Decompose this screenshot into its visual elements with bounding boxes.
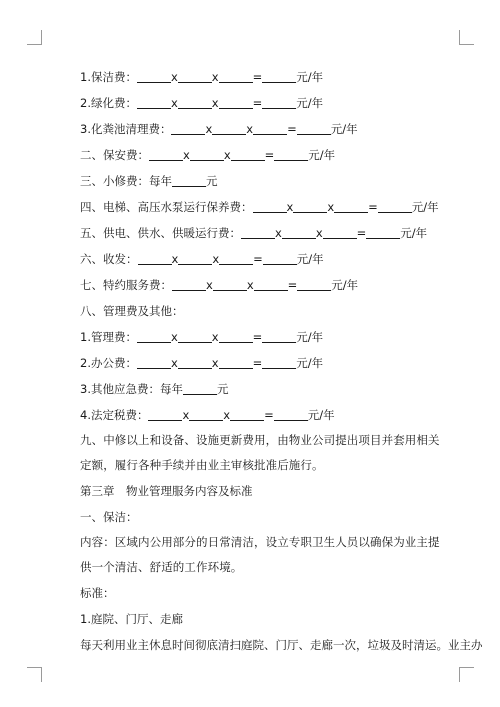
unit: 元/年: [296, 330, 324, 344]
times-sign: x: [211, 70, 219, 84]
times-sign: x: [286, 200, 294, 214]
fee-line-management: [80, 324, 442, 350]
fee-label: 七、特约服务费：: [80, 278, 172, 292]
blank: [219, 329, 253, 343]
blank: [172, 277, 206, 291]
blank: [378, 199, 412, 213]
blank: [219, 251, 253, 265]
times-sign: x: [246, 278, 254, 292]
fee-line-office: [80, 350, 442, 376]
fee-line-utilities: [80, 220, 442, 246]
blank: [137, 355, 171, 369]
blank: [189, 407, 223, 421]
equals-sign: =: [253, 252, 263, 266]
blank: [274, 147, 308, 161]
blank: [178, 355, 212, 369]
fee-line-tax: [80, 402, 442, 428]
fee-label: 1.管理费：: [80, 330, 137, 344]
item1-paragraph: 每天利用业主休息时间彻底清扫庭院、门厅、走廊一次，垃圾及时清运。业主办: [80, 638, 483, 652]
blank: [137, 95, 171, 109]
equals-sign: =: [368, 200, 378, 214]
unit: 元/年: [296, 252, 324, 266]
blank: [137, 329, 171, 343]
blank: [137, 69, 171, 83]
equals-sign: =: [264, 408, 274, 422]
times-sign: x: [211, 96, 219, 110]
fee-line-emergency: [80, 376, 442, 402]
fee-label: 2.绿化费：: [80, 96, 137, 110]
fee-line-security: [80, 142, 442, 168]
blank: [213, 277, 247, 291]
times-sign: x: [315, 226, 323, 240]
times-sign: x: [212, 252, 220, 266]
times-sign: x: [275, 226, 282, 240]
times-sign: x: [170, 356, 178, 370]
fee-label: 三、小修费：每年: [80, 174, 172, 188]
blank: [219, 69, 253, 83]
fee-label: 五、供电、供水、供暖运行费：: [80, 226, 241, 240]
blank: [262, 329, 296, 343]
blank: [138, 251, 172, 265]
chapter3-heading: 第三章 物业管理服务内容及标准: [80, 484, 253, 498]
blank: [178, 95, 212, 109]
blank: [241, 225, 275, 239]
unit: 元/年: [296, 356, 324, 370]
equals-sign: =: [252, 70, 263, 84]
corner-mark-bottom-right: [459, 667, 474, 682]
unit: 元: [216, 382, 229, 396]
fee-line-special-service: [80, 272, 442, 298]
times-sign: x: [183, 148, 190, 162]
equals-sign: =: [287, 278, 298, 292]
unit: 元/年: [331, 278, 359, 292]
fee-line-elevator: [80, 194, 442, 220]
blank: [297, 121, 331, 135]
unit: 元/年: [307, 408, 335, 422]
fee-label: 2.办公费：: [80, 356, 137, 370]
equals-sign: =: [252, 96, 263, 110]
blank: [254, 277, 288, 291]
fee-line-repair: [80, 168, 442, 194]
blank: [297, 277, 331, 291]
unit: 元/年: [296, 96, 324, 110]
blank: [171, 121, 205, 135]
fee-label: 3.其他应急费：每年: [80, 382, 183, 396]
cleaning-content-paragraph: 内容：区域内公用部分的日常清洁，设立专职卫生人员以确保为业主提供一个清洁、舒适的工作环境。: [80, 535, 440, 574]
times-sign: x: [327, 200, 335, 214]
blank: [219, 355, 253, 369]
times-sign: x: [223, 148, 231, 162]
item1-title: 1.庭院、门厅、走廊: [80, 612, 183, 626]
times-sign: x: [170, 330, 178, 344]
blank: [334, 199, 368, 213]
equals-sign: =: [356, 226, 367, 240]
blank: [293, 199, 327, 213]
blank: [366, 225, 400, 239]
blank: [148, 407, 182, 421]
times-sign: x: [206, 278, 213, 292]
blank: [282, 225, 316, 239]
blank: [212, 121, 246, 135]
times-sign: x: [211, 356, 219, 370]
fee-line-mail: [80, 246, 442, 272]
corner-mark-top-right: [459, 30, 474, 45]
fee-label: 1.保洁费：: [80, 70, 137, 84]
corner-mark-top-left: [27, 30, 42, 45]
blank: [262, 95, 296, 109]
standard-label: 标准：: [80, 586, 115, 600]
unit: 元: [206, 174, 218, 188]
fee-line-cleaning: [80, 64, 442, 90]
times-sign: x: [211, 330, 219, 344]
fee-label: 六、收发：: [80, 252, 138, 266]
blank: [190, 147, 224, 161]
equals-sign: =: [264, 148, 275, 162]
blank: [178, 69, 212, 83]
fee-line-greening: [80, 90, 442, 116]
fee-label: 4.法定税费：: [80, 408, 149, 422]
fee-label: 四、电梯、高压水泵运行保养费：: [80, 200, 253, 214]
fee-label: 3.化粪池清理费：: [80, 122, 172, 136]
times-sign: x: [182, 408, 190, 422]
fee-line-septic: [80, 116, 442, 142]
unit: 元/年: [330, 122, 358, 136]
document-body: [80, 64, 483, 658]
section8-title: 八、管理费及其他：: [80, 304, 184, 318]
times-sign: x: [170, 70, 178, 84]
times-sign: x: [223, 408, 231, 422]
blank: [231, 147, 265, 161]
times-sign: x: [170, 96, 178, 110]
blank: [274, 407, 308, 421]
equals-sign: =: [287, 122, 297, 136]
blank: [149, 147, 183, 161]
blank: [262, 355, 296, 369]
unit: 元/年: [400, 226, 428, 240]
blank: [263, 251, 297, 265]
unit: 元/年: [296, 70, 324, 84]
blank: [230, 407, 264, 421]
blank: [253, 199, 287, 213]
blank: [178, 251, 212, 265]
unit: 元/年: [411, 200, 439, 214]
equals-sign: =: [252, 330, 263, 344]
fee-label: 二、保安费：: [80, 148, 149, 162]
blank: [323, 225, 357, 239]
blank: [253, 121, 287, 135]
times-sign: x: [205, 122, 213, 136]
section9-paragraph: 九、中修以上和设备、设施更新费用，由物业公司提出项目并套用相关定额，履行各种手续并由业主审核批准后施行。: [80, 433, 440, 472]
times-sign: x: [171, 252, 179, 266]
blank: [178, 329, 212, 343]
times-sign: x: [246, 122, 254, 136]
equals-sign: =: [252, 356, 263, 370]
blank: [219, 95, 253, 109]
blank: [183, 381, 217, 395]
blank: [172, 173, 206, 187]
cleaning-section-title: 一、保洁：: [80, 510, 138, 524]
blank: [262, 69, 296, 83]
unit: 元/年: [308, 148, 336, 162]
corner-mark-bottom-left: [27, 667, 42, 682]
